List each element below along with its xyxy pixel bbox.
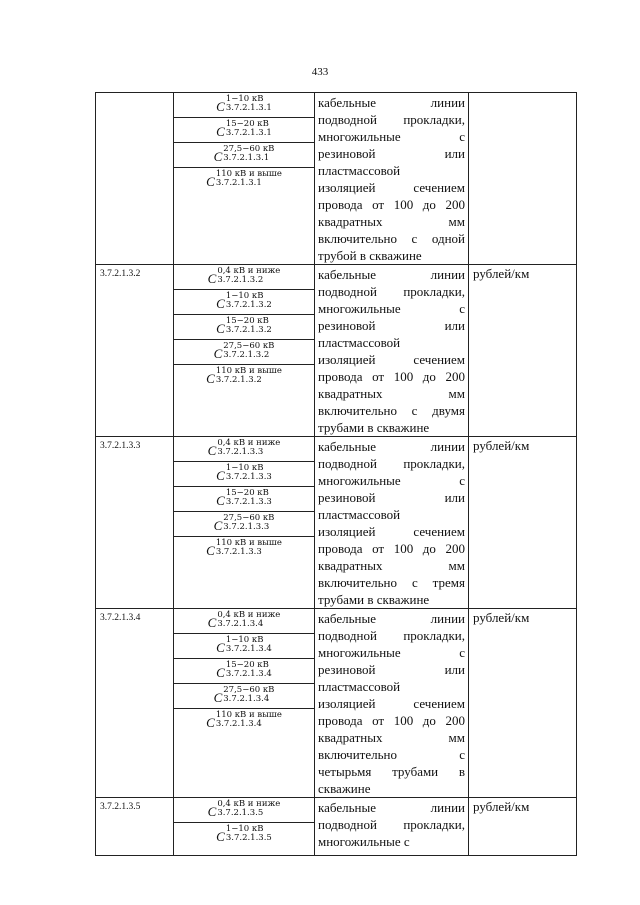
description-line: провода от 100 до 200 [318, 713, 465, 728]
symbol-letter: C [207, 443, 217, 458]
symbol-letter: C [216, 321, 225, 336]
symbol-superscript: 1−10 кВ [225, 463, 264, 473]
row-code: 3.7.2.1.3.2 [96, 265, 174, 437]
description-line: включительно с [318, 747, 465, 762]
symbol-superscript: 0,4 кВ и ниже [217, 266, 281, 276]
symbol-superscript: 0,4 кВ и ниже [217, 610, 281, 620]
description-line: скважине [318, 781, 371, 796]
description-line: кабельные линии [318, 95, 465, 110]
symbol-letter: C [206, 371, 215, 386]
symbol-subscript: 3.7.2.1.3.4 [215, 718, 262, 729]
description-line: многожильные с [318, 129, 465, 144]
symbol-cell [174, 684, 314, 709]
symbol-letter: C [216, 665, 225, 680]
symbol-letter: C [207, 271, 217, 286]
symbol-letter: C [213, 346, 223, 361]
symbol-cell [174, 462, 314, 487]
page-number: 433 [311, 66, 329, 78]
description-line: подводной прокладки, [318, 817, 465, 832]
symbol-scripts [226, 661, 272, 678]
symbol-cell [174, 143, 314, 168]
description-line: провода от 100 до 200 [318, 369, 465, 384]
symbol-cell [174, 798, 314, 823]
symbol-letter: C [216, 640, 225, 655]
symbol-scripts [226, 636, 272, 653]
symbol-scripts [226, 825, 272, 842]
symbol-cell [174, 340, 314, 365]
symbol-scripts [217, 800, 280, 817]
symbol-subscript: 3.7.2.1.3.4 [225, 668, 272, 679]
symbol-superscript: 0,4 кВ и ниже [217, 438, 281, 448]
symbol-superscript: 27,5−60 кВ [223, 144, 275, 154]
description-line: пластмассовой [318, 507, 401, 522]
symbol-scripts [226, 120, 272, 137]
symbol-subscript: 3.7.2.1.3.5 [217, 807, 264, 818]
symbol-superscript: 110 кВ и выше [215, 169, 282, 179]
description-line: четырьмя трубами в [318, 764, 465, 779]
symbol-scripts [216, 539, 282, 556]
row-unit: рублей/км [469, 609, 577, 798]
description-line: резиновой или [318, 146, 465, 161]
symbol-letter: C [206, 715, 215, 730]
symbol-scripts [217, 611, 280, 628]
description-line: подводной прокладки, [318, 456, 465, 471]
symbol-cell [174, 487, 314, 512]
table-row [96, 798, 577, 856]
symbol-subscript: 3.7.2.1.3.3 [225, 496, 272, 507]
symbol-scripts [226, 464, 272, 481]
table-row [96, 609, 577, 798]
row-description [315, 798, 469, 856]
description-line: включительно с двумя [318, 403, 465, 418]
symbol-scripts [226, 317, 272, 334]
description-line: изоляцией сечением [318, 524, 465, 539]
description-line: изоляцией сечением [318, 696, 465, 711]
description-line: пластмассовой [318, 679, 401, 694]
symbol-subscript: 3.7.2.1.3.2 [223, 349, 270, 360]
symbol-superscript: 1−10 кВ [225, 291, 264, 301]
description-line: квадратных мм [318, 558, 465, 573]
row-code [96, 93, 174, 265]
description-line: квадратных мм [318, 386, 465, 401]
description-line: кабельные линии [318, 611, 465, 626]
description-line: трубами в скважине [318, 592, 430, 607]
symbol-scripts [217, 267, 280, 284]
symbol-letter: C [216, 99, 225, 114]
description-line: кабельные линии [318, 267, 465, 282]
description-line: кабельные линии [318, 800, 465, 815]
table-row [96, 265, 577, 437]
symbol-cell [174, 168, 314, 193]
row-code: 3.7.2.1.3.5 [96, 798, 174, 856]
symbol-cell [174, 315, 314, 340]
symbol-superscript: 1−10 кВ [225, 94, 264, 104]
symbol-scripts [223, 145, 274, 162]
symbol-subscript: 3.7.2.1.3.1 [223, 152, 270, 163]
description-line: изоляцией сечением [318, 352, 465, 367]
symbol-cell [174, 609, 314, 634]
description-line: квадратных мм [318, 730, 465, 745]
symbol-cell [174, 365, 314, 390]
description-line: провода от 100 до 200 [318, 541, 465, 556]
symbol-cell [174, 512, 314, 537]
symbol-letter: C [206, 543, 215, 558]
description-line: трубами в скважине [318, 420, 430, 435]
symbol-subscript: 3.7.2.1.3.2 [215, 374, 262, 385]
symbol-scripts [223, 342, 274, 359]
symbol-subscript: 3.7.2.1.3.1 [215, 177, 262, 188]
symbol-subscript: 3.7.2.1.3.3 [225, 471, 272, 482]
description-line: пластмассовой [318, 335, 401, 350]
description-line: кабельные линии [318, 439, 465, 454]
symbol-subscript: 3.7.2.1.3.3 [223, 521, 270, 532]
table-row [96, 93, 577, 265]
symbol-letter: C [216, 468, 225, 483]
symbol-scripts [216, 367, 282, 384]
symbol-superscript: 15−20 кВ [225, 316, 269, 326]
symbol-scripts [226, 489, 272, 506]
symbol-letter: C [216, 829, 225, 844]
symbol-letter: C [216, 296, 225, 311]
symbol-cell [174, 823, 314, 848]
table-body [96, 93, 577, 856]
description-line: резиновой или [318, 662, 465, 677]
symbol-cell [174, 265, 314, 290]
row-symbols [174, 609, 315, 798]
description-line: провода от 100 до 200 [318, 197, 465, 212]
symbol-subscript: 3.7.2.1.3.4 [217, 618, 264, 629]
symbol-superscript: 15−20 кВ [225, 119, 269, 129]
symbol-subscript: 3.7.2.1.3.4 [225, 643, 272, 654]
symbol-cell [174, 290, 314, 315]
symbol-scripts [216, 170, 282, 187]
symbol-superscript: 110 кВ и выше [215, 710, 282, 720]
row-description [315, 265, 469, 437]
symbol-scripts [216, 711, 282, 728]
description-line: многожильные с [318, 473, 465, 488]
description-line: подводной прокладки, [318, 628, 465, 643]
symbol-superscript: 0,4 кВ и ниже [217, 799, 281, 809]
description-line: включительно с одной [318, 231, 465, 246]
symbol-letter: C [216, 124, 225, 139]
symbol-letter: C [213, 149, 223, 164]
symbol-cell [174, 437, 314, 462]
symbol-scripts [217, 439, 280, 456]
symbol-letter: C [216, 493, 225, 508]
symbol-superscript: 27,5−60 кВ [223, 513, 275, 523]
symbol-scripts [223, 686, 274, 703]
description-line: подводной прокладки, [318, 284, 465, 299]
symbol-subscript: 3.7.2.1.3.1 [225, 102, 272, 113]
symbol-superscript: 110 кВ и выше [215, 538, 282, 548]
row-description [315, 437, 469, 609]
symbol-scripts [226, 292, 272, 309]
symbol-subscript: 3.7.2.1.3.2 [225, 299, 272, 310]
description-line: включительно с тремя [318, 575, 465, 590]
row-unit: рублей/км [469, 798, 577, 856]
symbol-letter: C [207, 804, 217, 819]
description-line: многожильные с [318, 301, 465, 316]
description-line: трубой в скважине [318, 248, 422, 263]
row-description [315, 609, 469, 798]
row-description [315, 93, 469, 265]
row-code: 3.7.2.1.3.4 [96, 609, 174, 798]
description-line: изоляцией сечением [318, 180, 465, 195]
description-line: квадратных мм [318, 214, 465, 229]
symbol-letter: C [213, 690, 223, 705]
symbol-letter: C [213, 518, 223, 533]
symbol-superscript: 1−10 кВ [225, 824, 264, 834]
row-symbols [174, 265, 315, 437]
description-line: резиновой или [318, 490, 465, 505]
symbol-superscript: 15−20 кВ [225, 488, 269, 498]
row-unit [469, 93, 577, 265]
symbol-letter: C [207, 615, 217, 630]
symbol-superscript: 15−20 кВ [225, 660, 269, 670]
symbol-subscript: 3.7.2.1.3.3 [215, 546, 262, 557]
symbol-subscript: 3.7.2.1.3.5 [225, 832, 272, 843]
symbol-subscript: 3.7.2.1.3.4 [223, 693, 270, 704]
symbol-subscript: 3.7.2.1.3.2 [217, 274, 264, 285]
symbol-cell [174, 118, 314, 143]
symbol-cell [174, 634, 314, 659]
symbol-superscript: 27,5−60 кВ [223, 341, 275, 351]
row-symbols [174, 437, 315, 609]
symbol-superscript: 110 кВ и выше [215, 366, 282, 376]
symbol-subscript: 3.7.2.1.3.2 [225, 324, 272, 335]
symbol-letter: C [206, 174, 215, 189]
symbol-subscript: 3.7.2.1.3.1 [225, 127, 272, 138]
row-symbols [174, 93, 315, 265]
row-unit: рублей/км [469, 437, 577, 609]
symbol-superscript: 27,5−60 кВ [223, 685, 275, 695]
table-row [96, 437, 577, 609]
row-unit: рублей/км [469, 265, 577, 437]
description-line: многожильные с [318, 834, 410, 849]
symbol-scripts [223, 514, 274, 531]
description-line: пластмассовой [318, 163, 401, 178]
symbol-cell [174, 537, 314, 562]
symbol-scripts [226, 95, 272, 112]
description-line: резиновой или [318, 318, 465, 333]
symbol-subscript: 3.7.2.1.3.3 [217, 446, 264, 457]
symbol-superscript: 1−10 кВ [225, 635, 264, 645]
symbol-cell [174, 93, 314, 118]
description-line: подводной прокладки, [318, 112, 465, 127]
symbol-cell [174, 659, 314, 684]
rates-table [95, 92, 577, 856]
description-line: многожильные с [318, 645, 465, 660]
row-code: 3.7.2.1.3.3 [96, 437, 174, 609]
row-symbols [174, 798, 315, 856]
symbol-cell [174, 709, 314, 734]
